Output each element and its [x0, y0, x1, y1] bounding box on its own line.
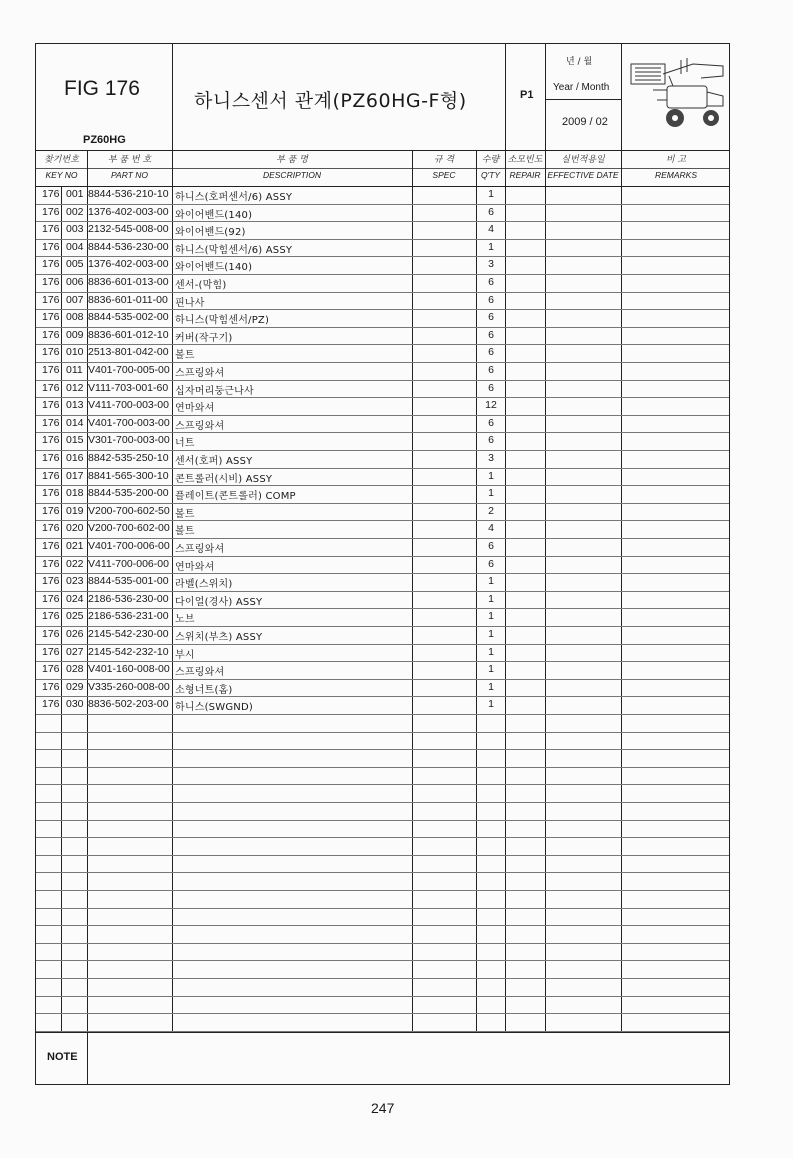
- quantity-cell: 6: [488, 328, 494, 341]
- empty-row: [36, 732, 729, 751]
- quantity-cell: 6: [488, 434, 494, 447]
- key-number-cell: 024: [66, 592, 84, 605]
- year-month-label: Year / Month: [553, 82, 610, 93]
- fig-number-cell: 176: [42, 628, 60, 640]
- header-divider: [172, 44, 173, 150]
- key-number-cell: 017: [66, 469, 84, 482]
- fig-number-cell: 176: [42, 575, 60, 588]
- table-row: [36, 520, 729, 539]
- empty-row: [36, 749, 729, 768]
- quantity-cell: 6: [488, 381, 494, 394]
- key-number-cell: 011: [66, 364, 83, 376]
- fig-number-cell: 176: [42, 416, 60, 429]
- quantity-cell: 4: [488, 223, 494, 236]
- part-number-cell: 8844-535-200-00: [88, 487, 169, 500]
- key-number-cell: 027: [66, 645, 84, 658]
- empty-row: [36, 890, 729, 909]
- empty-row: [36, 872, 729, 891]
- part-number-cell: 8841-565-300-10: [88, 469, 169, 482]
- quantity-cell: 1: [488, 592, 494, 605]
- quantity-cell: 1: [488, 240, 494, 253]
- key-number-cell: 005: [66, 258, 84, 271]
- col-desc-ko: 부 품 명: [276, 155, 308, 165]
- quantity-cell: 1: [488, 628, 494, 640]
- description-cell: 노브: [175, 614, 195, 626]
- quantity-cell: 1: [488, 188, 494, 200]
- table-row: [36, 380, 729, 399]
- key-number-cell: 010: [66, 346, 84, 359]
- key-number-cell: 018: [66, 487, 84, 500]
- col-remarks: REMARKS: [654, 170, 698, 180]
- part-number-cell: 1376-402-003-00: [88, 258, 169, 271]
- key-number-cell: 023: [66, 575, 84, 588]
- table-row: [36, 186, 729, 205]
- parts-sheet: [35, 43, 730, 1085]
- part-number-cell: 2186-536-230-00: [88, 592, 169, 605]
- table-row: [36, 573, 729, 592]
- description-cell: 와이어밴드(92): [175, 227, 246, 239]
- part-number-cell: 8842-535-250-10: [88, 452, 169, 464]
- table-row: [36, 608, 729, 627]
- description-cell: 스프링와셔: [175, 420, 225, 432]
- table-row: [36, 221, 729, 240]
- col-qty-ko: 수량: [481, 155, 500, 165]
- table-row: [36, 644, 729, 663]
- description-cell: 커버(작구기): [175, 332, 233, 344]
- description-cell: 연마와셔: [175, 561, 215, 573]
- part-number-cell: 2132-545-008-00: [88, 223, 169, 236]
- key-number-cell: 004: [66, 240, 84, 253]
- fig-number-cell: 176: [42, 258, 60, 271]
- key-number-cell: 020: [66, 522, 84, 535]
- fig-number-cell: 176: [42, 328, 60, 341]
- part-number-cell: 2145-542-230-00: [88, 628, 169, 640]
- table-row: [36, 468, 729, 487]
- description-cell: 하니스(막힘센서/PZ): [175, 315, 270, 327]
- quantity-cell: 1: [488, 610, 494, 623]
- table-row: [36, 538, 729, 557]
- description-cell: 십자머리둥근나사: [175, 385, 254, 397]
- quantity-cell: 1: [488, 469, 494, 482]
- quantity-cell: 1: [488, 487, 494, 500]
- figure-number: FIG 176: [64, 77, 140, 100]
- table-row: [36, 696, 729, 715]
- col-eff-ko: 실번적용일: [561, 155, 605, 165]
- description-cell: 부시: [175, 649, 195, 661]
- table-row: [36, 362, 729, 381]
- description-cell: 센서(호퍼) ASSY: [175, 456, 253, 467]
- empty-row: [36, 1013, 729, 1032]
- col-remarks-ko: 비 고: [665, 155, 687, 165]
- note-section: [36, 1032, 729, 1085]
- part-number-cell: 8844-535-002-00: [88, 311, 169, 324]
- fig-number-cell: 176: [42, 188, 60, 200]
- fig-number-cell: 176: [42, 487, 60, 500]
- description-cell: 스프링와셔: [175, 667, 225, 679]
- part-number-cell: 2186-536-231-00: [88, 610, 169, 623]
- key-number-cell: 029: [66, 680, 84, 693]
- year-month-divider: [545, 99, 621, 100]
- key-number-cell: 012: [66, 381, 84, 394]
- fig-number-cell: 176: [42, 223, 60, 236]
- col-desc: DESCRIPTION: [262, 170, 322, 180]
- fig-number-cell: 176: [42, 504, 60, 517]
- table-row: [36, 626, 729, 645]
- fig-number-cell: 176: [42, 205, 60, 218]
- key-number-cell: 026: [66, 628, 84, 640]
- fig-number-cell: 176: [42, 663, 60, 676]
- table-row: [36, 679, 729, 698]
- empty-row: [36, 855, 729, 874]
- key-number-cell: 028: [66, 663, 84, 676]
- rice-transplanter-icon: [623, 54, 729, 139]
- fig-number-cell: 176: [42, 469, 60, 482]
- fig-number-cell: 176: [42, 381, 60, 394]
- sheet-header: [36, 44, 729, 151]
- description-cell: 라벨(스위치): [175, 579, 233, 591]
- fig-number-cell: 176: [42, 557, 60, 570]
- quantity-cell: 1: [488, 663, 494, 676]
- fig-number-cell: 176: [42, 364, 60, 376]
- part-number-cell: 8844-535-001-00: [88, 575, 169, 588]
- note-label: NOTE: [47, 1051, 78, 1063]
- header-midline: [36, 168, 729, 169]
- empty-row: [36, 996, 729, 1015]
- header-divider: [505, 44, 506, 150]
- part-number-cell: 8836-601-011-00: [88, 293, 168, 306]
- part-number-cell: 8844-536-210-10: [88, 188, 169, 200]
- part-number-cell: 8836-601-012-10: [88, 328, 169, 341]
- table-row: [36, 309, 729, 328]
- empty-row: [36, 767, 729, 786]
- fig-number-cell: 176: [42, 346, 60, 359]
- table-row: [36, 415, 729, 434]
- key-number-cell: 009: [66, 328, 84, 341]
- part-number-cell: V411-700-006-00: [88, 557, 169, 570]
- description-cell: 너트: [175, 438, 195, 450]
- key-number-cell: 007: [66, 293, 84, 306]
- quantity-cell: 1: [488, 645, 494, 658]
- empty-row: [36, 714, 729, 733]
- quantity-cell: 1: [488, 680, 494, 693]
- description-cell: 볼트: [175, 508, 195, 520]
- fig-number-cell: 176: [42, 240, 60, 253]
- description-cell: 하니스(막힘센서/6) ASSY: [175, 244, 293, 256]
- col-key-ko: 찾기번호: [44, 155, 79, 165]
- empty-row: [36, 802, 729, 821]
- description-cell: 볼트: [175, 350, 195, 362]
- part-number-cell: V200-700-602-50: [88, 504, 170, 517]
- empty-row: [36, 784, 729, 803]
- fig-number-cell: 176: [42, 592, 60, 605]
- empty-row: [36, 925, 729, 944]
- quantity-cell: 12: [485, 399, 497, 412]
- table-row: [36, 344, 729, 363]
- header-divider: [545, 44, 546, 150]
- key-number-cell: 022: [66, 557, 84, 570]
- empty-row: [36, 908, 729, 927]
- table-row: [36, 556, 729, 575]
- quantity-cell: 2: [488, 504, 494, 517]
- fig-number-cell: 176: [42, 452, 60, 464]
- col-qty: Q'TY: [480, 170, 501, 180]
- part-number-cell: V401-700-005-00: [88, 364, 170, 376]
- description-cell: 센서-(막힘): [175, 280, 227, 291]
- table-row: [36, 661, 729, 680]
- empty-row: [36, 837, 729, 856]
- year-month-label-ko: 년 / 월: [566, 57, 593, 67]
- table-row: [36, 432, 729, 451]
- page-code: P1: [520, 89, 534, 101]
- fig-number-cell: 176: [42, 311, 60, 324]
- description-cell: 스위치(부츠) ASSY: [175, 632, 263, 643]
- quantity-cell: 3: [488, 452, 494, 464]
- key-number-cell: 006: [66, 276, 84, 288]
- part-number-cell: V200-700-602-00: [88, 522, 170, 535]
- part-number-cell: V111-703-001-60: [88, 381, 169, 394]
- quantity-cell: 6: [488, 540, 494, 552]
- header-divider: [621, 44, 622, 150]
- table-row: [36, 292, 729, 311]
- table-row: [36, 327, 729, 346]
- key-number-cell: 003: [66, 223, 84, 236]
- part-number-cell: 8844-536-230-00: [88, 240, 169, 253]
- table-row: [36, 274, 729, 293]
- model-name: PZ60HG: [83, 134, 126, 146]
- fig-number-cell: 176: [42, 434, 60, 447]
- key-number-cell: 002: [66, 205, 84, 218]
- description-cell: 소형너트(홈): [175, 684, 233, 696]
- description-cell: 와이어밴드(140): [175, 262, 253, 274]
- table-row: [36, 503, 729, 522]
- quantity-cell: 1: [488, 698, 494, 711]
- col-spec-ko: 규 격: [433, 155, 455, 165]
- key-number-cell: 013: [66, 399, 84, 412]
- quantity-cell: 6: [488, 364, 494, 376]
- col-key: KEY NO: [45, 170, 78, 180]
- page-title: 하니스센서 관계(PZ60HG-F형): [194, 90, 467, 112]
- page-number: 247: [371, 1100, 395, 1116]
- col-part-ko: 부 품 번 호: [107, 155, 152, 165]
- col-eff: EFFECTIVE DATE: [547, 170, 619, 180]
- key-number-cell: 001: [66, 188, 84, 200]
- part-number-cell: 8836-601-013-00: [88, 276, 169, 288]
- description-cell: 볼트: [175, 526, 195, 538]
- key-number-cell: 015: [66, 434, 84, 447]
- part-number-cell: 2513-801-042-00: [88, 346, 169, 359]
- description-cell: 핀나사: [175, 297, 205, 309]
- part-number-cell: V411-700-003-00: [88, 399, 169, 412]
- quantity-cell: 4: [488, 522, 494, 535]
- key-number-cell: 016: [66, 452, 84, 464]
- fig-number-cell: 176: [42, 540, 60, 552]
- fig-number-cell: 176: [42, 399, 60, 412]
- quantity-cell: 6: [488, 205, 494, 218]
- description-cell: 플레이트(콘트롤러) COMP: [175, 491, 296, 503]
- table-row: [36, 204, 729, 223]
- description-cell: 하니스(호퍼센서/6) ASSY: [175, 192, 293, 203]
- table-row: [36, 485, 729, 504]
- part-number-cell: V301-700-003-00: [88, 434, 170, 447]
- description-cell: 스프링와셔: [175, 368, 225, 379]
- part-number-cell: V401-160-008-00: [88, 663, 170, 676]
- empty-row: [36, 960, 729, 979]
- fig-number-cell: 176: [42, 522, 60, 535]
- fig-number-cell: 176: [42, 276, 60, 288]
- description-cell: 콘트롤러(시비) ASSY: [175, 473, 273, 485]
- empty-row: [36, 943, 729, 962]
- part-number-cell: 8836-502-203-00: [88, 698, 169, 711]
- empty-row: [36, 820, 729, 839]
- part-number-cell: V401-700-006-00: [88, 540, 170, 552]
- part-number-cell: 2145-542-232-10: [88, 645, 169, 658]
- key-number-cell: 030: [66, 698, 84, 711]
- fig-number-cell: 176: [42, 698, 60, 711]
- column-headers: [36, 150, 729, 187]
- quantity-cell: 3: [488, 258, 494, 271]
- table-row: [36, 239, 729, 258]
- quantity-cell: 6: [488, 293, 494, 306]
- col-repair: REPAIR: [509, 170, 541, 180]
- key-number-cell: 025: [66, 610, 84, 623]
- empty-row: [36, 978, 729, 997]
- note-divider: [87, 1033, 88, 1085]
- year-month-value: 2009 / 02: [562, 116, 608, 128]
- col-spec: SPEC: [432, 170, 456, 180]
- part-number-cell: V335-260-008-00: [88, 680, 170, 693]
- quantity-cell: 6: [488, 557, 494, 570]
- col-part: PART NO: [111, 170, 148, 180]
- key-number-cell: 014: [66, 416, 84, 429]
- table-row: [36, 397, 729, 416]
- quantity-cell: 6: [488, 276, 494, 288]
- table-row: [36, 450, 729, 469]
- quantity-cell: 6: [488, 311, 494, 324]
- fig-number-cell: 176: [42, 293, 60, 306]
- key-number-cell: 008: [66, 311, 84, 324]
- description-cell: 와이어밴드(140): [175, 209, 253, 221]
- description-cell: 스프링와셔: [175, 544, 225, 555]
- description-cell: 하니스(SWGND): [175, 702, 253, 714]
- quantity-cell: 6: [488, 346, 494, 359]
- description-cell: 연마와셔: [175, 403, 215, 415]
- part-number-cell: V401-700-003-00: [88, 416, 170, 429]
- col-repair-ko: 소모빈도: [507, 155, 543, 165]
- fig-number-cell: 176: [42, 680, 60, 693]
- description-cell: 다이얼(경사) ASSY: [175, 596, 263, 608]
- quantity-cell: 6: [488, 416, 494, 429]
- part-number-cell: 1376-402-003-00: [88, 205, 169, 218]
- quantity-cell: 1: [488, 575, 494, 588]
- table-row: [36, 256, 729, 275]
- fig-number-cell: 176: [42, 645, 60, 658]
- fig-number-cell: 176: [42, 610, 60, 623]
- key-number-cell: 021: [66, 540, 84, 552]
- key-number-cell: 019: [66, 504, 84, 517]
- table-row: [36, 591, 729, 610]
